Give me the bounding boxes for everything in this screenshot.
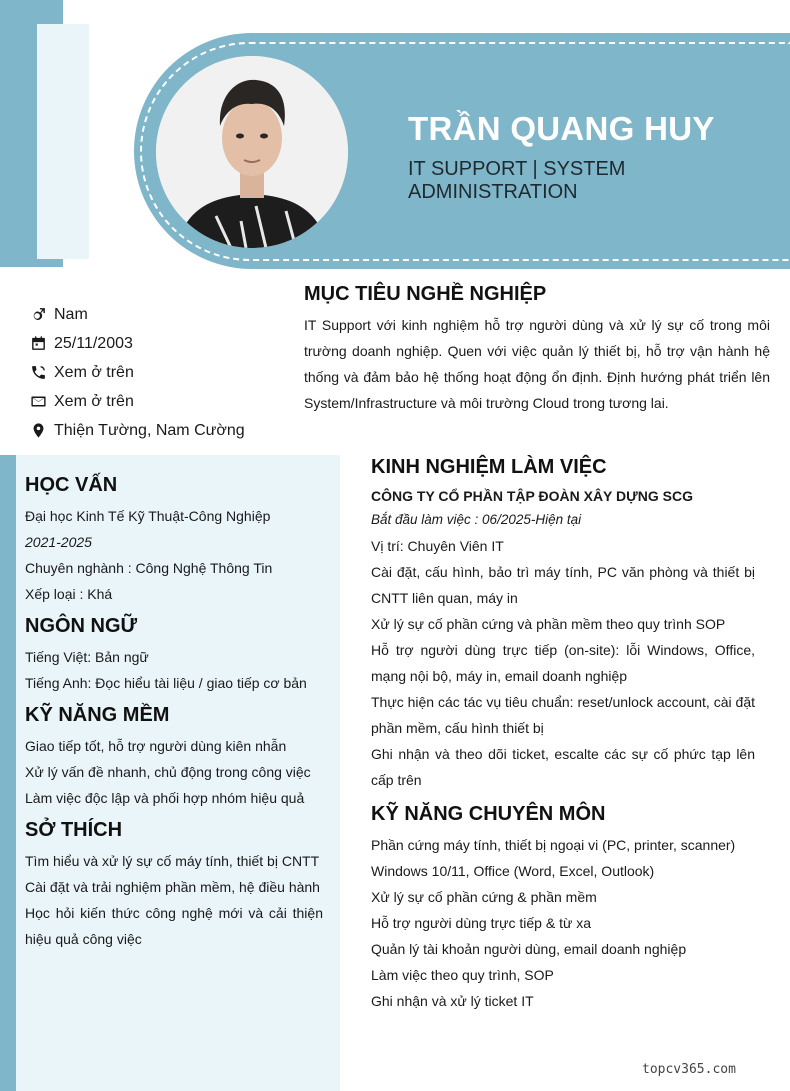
pro-skill-item: Ghi nhận và xử lý ticket IT	[371, 993, 534, 1009]
avatar-illustration	[156, 56, 348, 248]
education-title: HỌC VẤN	[25, 474, 118, 496]
contact-gender	[28, 300, 245, 329]
pro-skill-item: Làm việc theo quy trình, SOP	[371, 967, 554, 983]
left-column	[25, 474, 323, 960]
pro-skill-item: Hỗ trợ người dùng trực tiếp & từ xa	[371, 915, 592, 931]
career-objective-section	[304, 283, 770, 416]
experience-item: Hỗ trợ người dùng trực tiếp (on-site): lỗi Windows, Office, mạng nội bộ, máy in, email doanh nghiệp	[371, 642, 755, 684]
career-objective-text: IT Support với kinh nghiệm hỗ trợ người dùng và xử lý sự cố trong môi trường doanh nghiệp. Quen với việc quản lý thiết bị, hỗ trợ vận hành hệ thống và đảm bảo hệ thống hoạt động ổn định. Định hướng phát triển lên System/Infrastructure và môi trường Cloud trong tương lai.	[304, 317, 770, 411]
soft-skill-item: Giao tiếp tốt, hỗ trợ người dùng kiên nhẫn	[25, 738, 287, 754]
profile-photo	[156, 56, 348, 248]
hobbies-section	[25, 819, 323, 952]
contact-list	[28, 300, 245, 445]
experience-item: Vị trí: Chuyên Viên IT	[371, 538, 504, 554]
right-column	[371, 456, 755, 1014]
contact-address-text: Thiện Tường, Nam Cường	[54, 421, 245, 439]
contact-birthday	[28, 329, 245, 358]
soft-skill-item: Xử lý vấn đề nhanh, chủ động trong công việc	[25, 764, 311, 780]
education-section	[25, 474, 323, 607]
language-item: Tiếng Anh: Đọc hiểu tài liệu / giao tiếp cơ bản	[25, 675, 307, 691]
pro-skill-item: Quản lý tài khoản người dùng, email doanh nghiệp	[371, 941, 687, 957]
pro-skill-item: Phần cứng máy tính, thiết bị ngoại vi (PC, printer, scanner)	[371, 837, 736, 853]
pro-skill-item: Windows 10/11, Office (Word, Excel, Outlook)	[371, 863, 655, 879]
calendar-icon	[28, 334, 48, 354]
pro-skill-item: Xử lý sự cố phần cứng & phần mềm	[371, 889, 597, 905]
experience-item: Thực hiện các tác vụ tiêu chuẩn: reset/unlock account, cài đặt phần mềm, cấu hình thiết bị	[371, 694, 755, 736]
pro-skills-title: KỸ NĂNG CHUYÊN MÔN	[371, 803, 606, 825]
contact-email-text: Xem ở trên	[54, 392, 134, 410]
location-pin-icon	[28, 421, 48, 441]
hobby-item: Cài đặt và trải nghiệm phần mềm, hệ điều hành	[25, 879, 320, 895]
experience-title: KINH NGHIỆM LÀM VIỆC	[371, 456, 607, 478]
contact-gender-text: Nam	[54, 305, 88, 323]
soft-skills-title: KỸ NĂNG MỀM	[25, 704, 170, 726]
soft-skill-item: Làm việc độc lập và phối hợp nhóm hiệu quả	[25, 790, 305, 806]
education-school: Đại học Kinh Tế Kỹ Thuật-Công Nghiệp	[25, 508, 271, 524]
education-major: Chuyên nghành : Công Nghệ Thông Tin	[25, 560, 273, 576]
left-accent-bar	[0, 455, 16, 1091]
work-period: Bắt đầu làm việc : 06/2025-Hiện tại	[371, 512, 582, 527]
job-role: IT SUPPORT | SYSTEM ADMINISTRATION	[408, 158, 626, 203]
contact-email	[28, 387, 245, 416]
hobby-item: Tìm hiểu và xử lý sự cố máy tính, thiết bị CNTT	[25, 853, 320, 869]
language-item: Tiếng Việt: Bản ngữ	[25, 649, 149, 665]
languages-title: NGÔN NGỮ	[25, 615, 138, 637]
soft-skills-section	[25, 704, 323, 811]
company-name: CÔNG TY CỔ PHẦN TẬP ĐOÀN XÂY DỰNG SCG	[371, 488, 693, 504]
contact-address	[28, 416, 245, 445]
person-name: TRẦN QUANG HUY	[408, 110, 715, 147]
contact-birthday-text: 25/11/2003	[54, 334, 133, 352]
education-grade: Xếp loại : Khá	[25, 586, 113, 602]
watermark: topcv365.com	[642, 1062, 736, 1077]
languages-section	[25, 615, 323, 696]
contact-phone-text: Xem ở trên	[54, 363, 134, 381]
career-objective-title: MỤC TIÊU NGHỀ NGHIỆP	[304, 283, 547, 305]
hobby-item: Học hỏi kiến thức công nghệ mới và cải thiện hiệu quả công việc	[25, 905, 323, 947]
experience-item: Cài đặt, cấu hình, bảo trì máy tính, PC văn phòng và thiết bị CNTT liên quan, máy in	[371, 564, 755, 606]
corner-decoration-inner	[37, 24, 89, 259]
experience-item: Xử lý sự cố phần cứng và phần mềm theo quy trình SOP	[371, 616, 726, 632]
education-years: 2021-2025	[25, 534, 92, 550]
hobbies-title: SỞ THÍCH	[25, 819, 123, 841]
contact-phone	[28, 358, 245, 387]
gender-icon	[28, 305, 48, 325]
mail-icon	[28, 392, 48, 412]
experience-item: Ghi nhận và theo dõi ticket, escalte các sự cố phức tạp lên cấp trên	[371, 746, 755, 788]
phone-icon	[28, 363, 48, 383]
